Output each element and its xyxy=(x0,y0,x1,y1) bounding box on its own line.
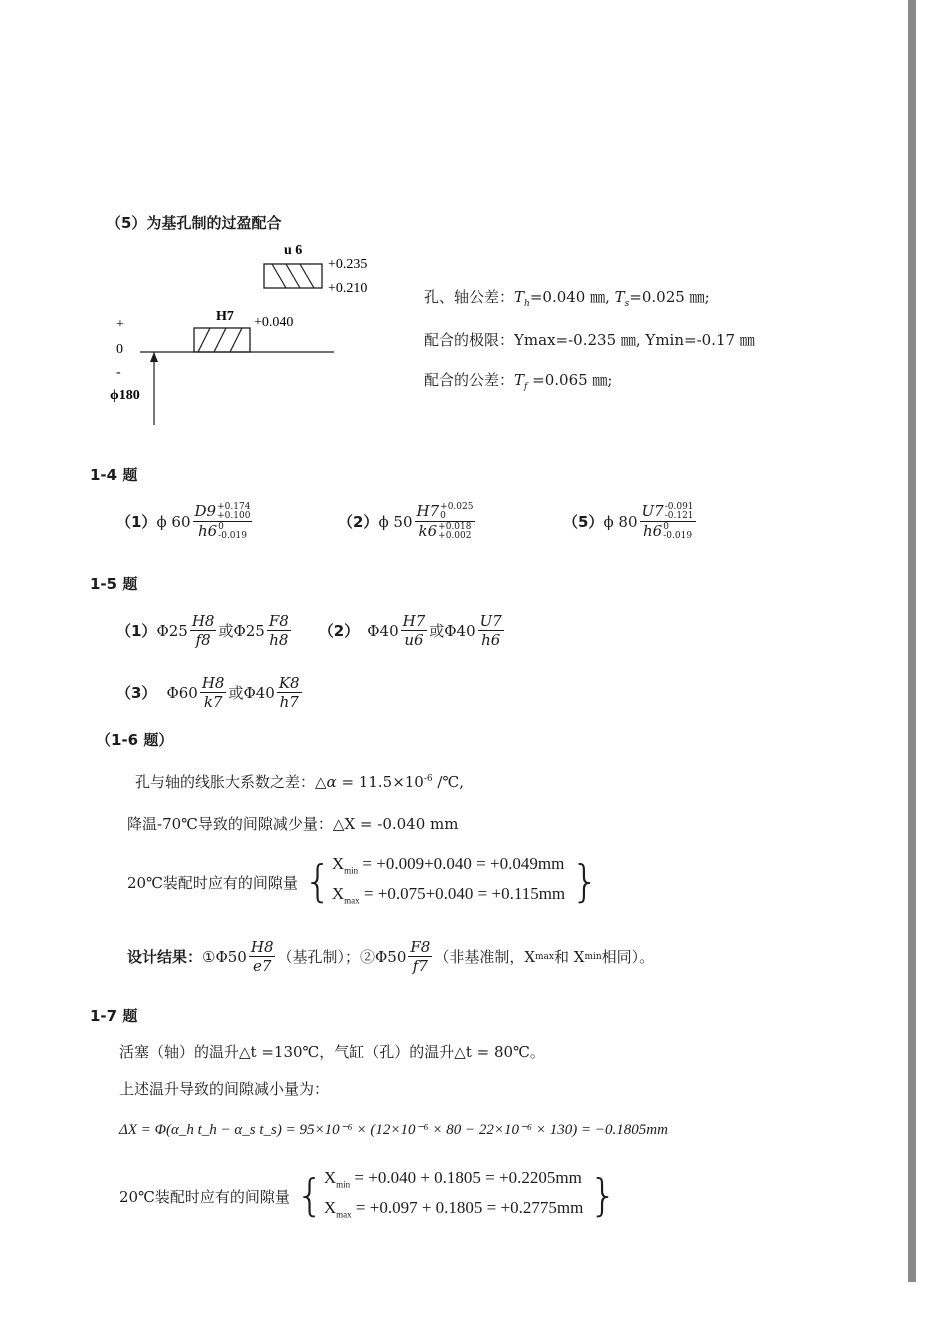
q17-line-1: 活塞（轴）的温升△t =130℃，气缸（孔）的温升△t = 80℃。 xyxy=(119,1043,545,1061)
q17-formula: ΔX = Φ(α_h t_h − α_s t_s) = 95×10⁻⁶ × (12×10⁻⁶ × 80 − 22×10⁻⁶ × 130) = −0.1805mm xyxy=(119,1122,668,1138)
q14-title: 1-4 题 xyxy=(90,466,138,484)
q15-row-1: （1） Φ25 $\frac{H8}{f8}$ 或Φ25 $\frac{F8}{h8}$ （2） Φ40 $\frac{H7}{u6}$ 或Φ40 $\frac{U7}{h6}$ xyxy=(116,612,502,649)
minus-sign: - xyxy=(116,365,121,380)
zero-label: 0 xyxy=(116,342,123,357)
fit-tolerance: 配合的公差：$T_f =0.065$ ㎜; xyxy=(424,371,613,392)
h7-label: H7 xyxy=(216,309,234,324)
diameter-label: ϕ180 xyxy=(110,388,140,403)
q14-item-5: （5） ϕ 80 U7 -0.091 -0.121 h6 0 -0.019 xyxy=(563,502,694,541)
q16-line-1: 孔与轴的线胀大系数之差：△α = $11.5\times 10^{-6}$ /℃, xyxy=(135,773,465,791)
q17-clearance: 20℃装配时应有的间隙量 { $X_{min} = +0.040 + 0.1805 = +0.2205mm$ $X_{max} = +0.097 + 0.1805 = +0.2775mm$ } xyxy=(119,1168,618,1222)
q14-item-2: （2） ϕ 50 H7 +0.025 0 k6 +0.018 +0.002 xyxy=(338,502,474,541)
fit-limits: 配合的极限：Ymax=-0.235 ㎜, Ymin=-0.17 ㎜ xyxy=(424,331,755,349)
q17-line-2: 上述温升导致的间隙减小量为： xyxy=(119,1080,330,1098)
h7-zone xyxy=(194,328,250,352)
section-5-title: （5）为基孔制的过盈配合 xyxy=(106,214,282,232)
page-edge-scrollbar xyxy=(908,0,916,1282)
q16-design-result: 设计结果： ①Φ50 $\frac{H8}{e7}$ （基孔制）；②Φ50 $\frac{F8}{f7}$ （非基准制，X max 和 X min 相同）。 xyxy=(127,938,655,975)
u6-label: u 6 xyxy=(284,243,303,258)
q15-row-2: （3） Φ60 $\frac{H8}{k7}$ 或Φ40 $\frac{K8}{h7}$ xyxy=(116,674,300,711)
q17-title: 1-7 题 xyxy=(90,1007,138,1025)
plus-sign: + xyxy=(116,317,124,332)
tolerance-zone-diagram xyxy=(100,240,390,430)
h7-upper: +0.040 xyxy=(254,315,294,330)
q16-clearance: 20℃装配时应有的间隙量 { $X_{min} = +0.009+0.040 = +0.049mm$ $X_{max} = +0.075+0.040 = +0.115mm$ } xyxy=(127,854,600,908)
hole-shaft-tolerance: 孔、轴公差：$T_h=0.040$ ㎜, $T_s=0.025$ ㎜; xyxy=(424,288,710,309)
q16-title: （1-6 题） xyxy=(96,731,174,749)
q14-item-1: （1） ϕ 60 D9 +0.174 +0.100 h6 0 -0.019 xyxy=(116,502,251,541)
q16-line-2: 降温-70℃导致的间隙减少量：△X = -0.040 mm xyxy=(127,815,459,833)
u6-upper: +0.235 xyxy=(328,257,368,272)
u6-lower: +0.210 xyxy=(328,281,368,296)
q15-title: 1-5 题 xyxy=(90,575,138,593)
